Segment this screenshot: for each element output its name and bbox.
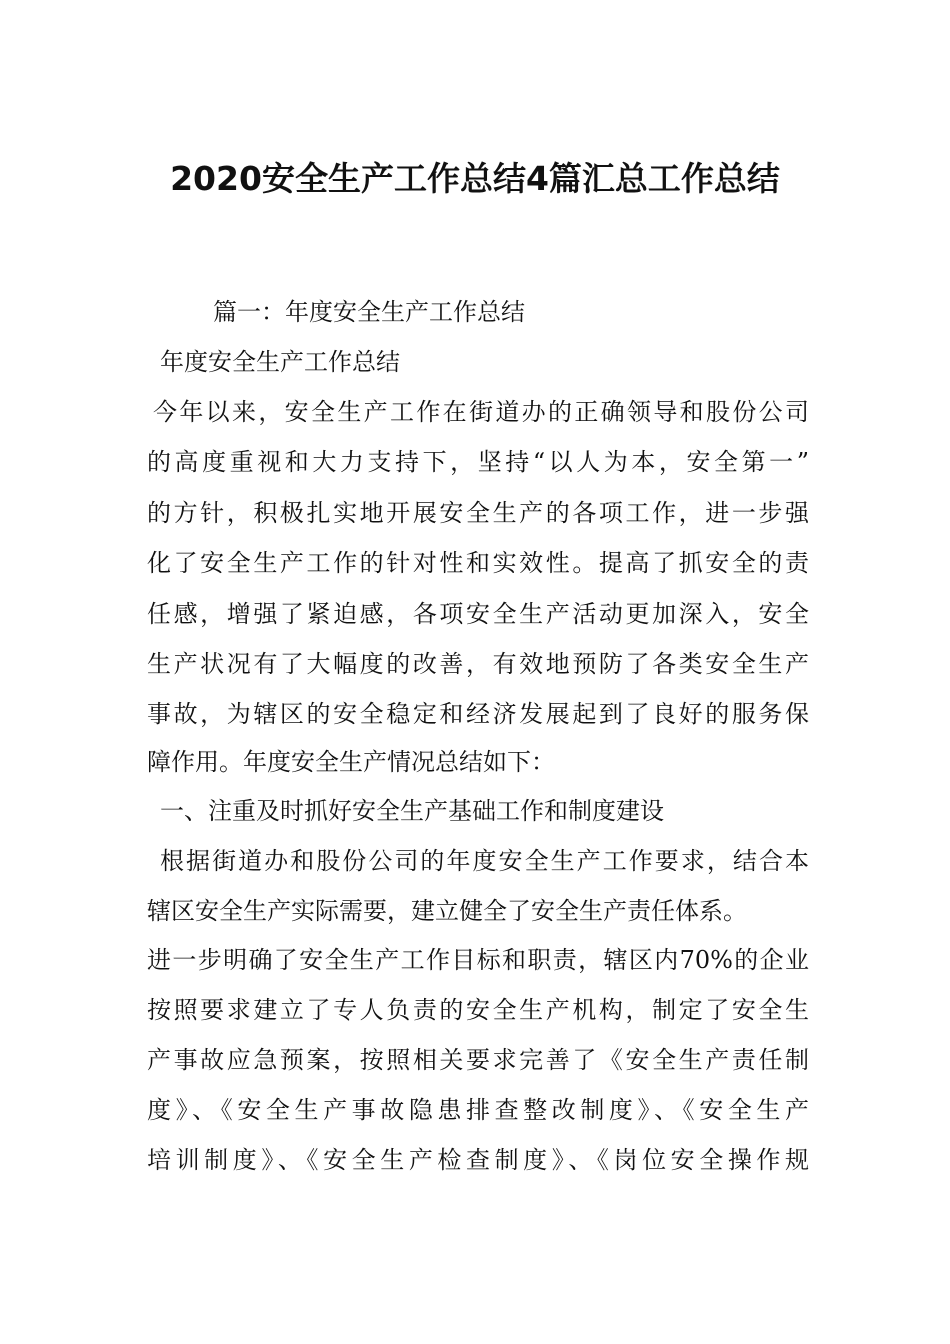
paragraph-line: 化了安全生产工作的针对性和实效性。提高了抓安全的责 — [147, 549, 809, 577]
subsection-heading: 年度安全生产工作总结 — [160, 348, 400, 376]
paragraph-line: 辖区安全生产实际需要，建立健全了安全生产责任体系。 — [147, 897, 747, 925]
paragraph-line: 按照要求建立了专人负责的安全生产机构，制定了安全生 — [147, 996, 809, 1024]
paragraph-line: 事故，为辖区的安全稳定和经济发展起到了良好的服务保 — [147, 700, 809, 728]
paragraph-line: 的高度重视和大力支持下，坚持“以人为本，安全第一” — [147, 448, 809, 476]
paragraph-line: 根据街道办和股份公司的年度安全生产工作要求，结合本 — [160, 847, 809, 875]
paragraph-line: 进一步明确了安全生产工作目标和职责，辖区内70%的企业 — [147, 946, 809, 974]
paragraph-line: 任感，增强了紧迫感，各项安全生产活动更加深入，安全 — [147, 600, 809, 628]
section-heading: 篇一：年度安全生产工作总结 — [213, 298, 525, 326]
paragraph-line: 产事故应急预案，按照相关要求完善了《安全生产责任制 — [147, 1046, 809, 1074]
section-heading: 一、注重及时抓好安全生产基础工作和制度建设 — [160, 797, 664, 825]
paragraph-line: 度》、《安全生产事故隐患排查整改制度》、《安全生产 — [147, 1096, 809, 1124]
document-title: 2020安全生产工作总结4篇汇总工作总结 — [170, 159, 780, 198]
paragraph-line: 障作用。年度安全生产情况总结如下： — [147, 748, 555, 776]
paragraph-line: 培训制度》、《安全生产检查制度》、《岗位安全操作规 — [147, 1146, 809, 1174]
paragraph-line: 的方针，积极扎实地开展安全生产的各项工作，进一步强 — [147, 499, 809, 527]
paragraph-line: 今年以来，安全生产工作在街道办的正确领导和股份公司 — [153, 398, 809, 426]
paragraph-line: 生产状况有了大幅度的改善，有效地预防了各类安全生产 — [147, 650, 809, 678]
